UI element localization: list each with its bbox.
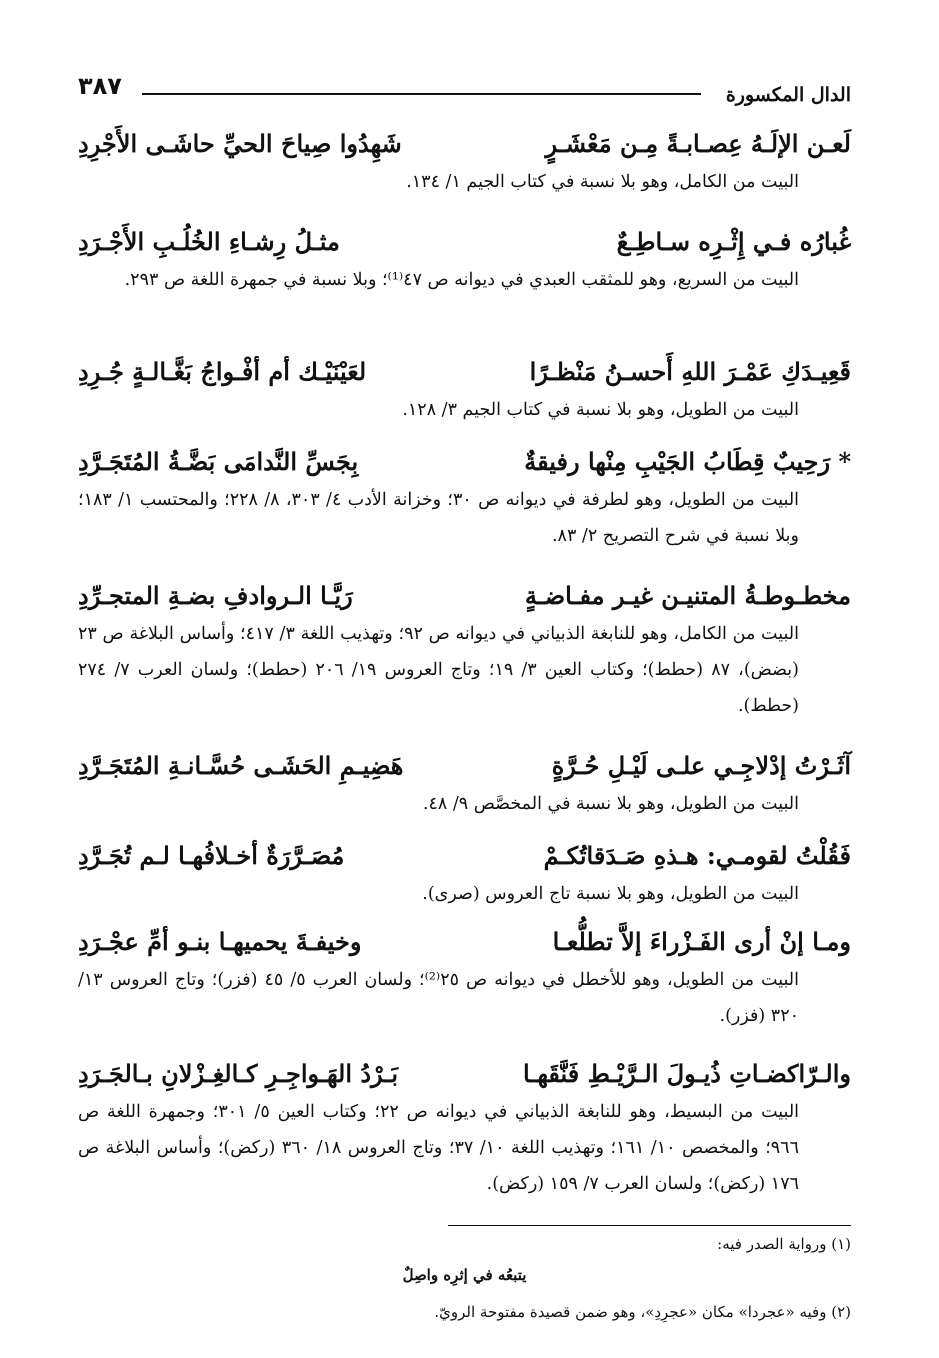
verse-second-hemistich: وخيفـةَ يحميهـا بنـو أمِّ عجْـرَدِ [78, 927, 362, 956]
verse-line [78, 922, 851, 962]
verse-first-hemistich: قَعِيـدَكِ عَمْـرَ اللهِ أَحسـنُ مَنْظـرًا [529, 357, 851, 386]
verse-second-hemistich: رَيَّـا الـروادفِ بضـةِ المتجـرِّدِ [78, 581, 353, 610]
verse-entry-7 [78, 836, 851, 912]
verse-second-hemistich: بِجَسِّ النَّدامَى بَضَّـةُ المُتَجَـرَّدِ [78, 447, 359, 476]
verse-first-hemistich: غُبارُه فـي إِثْـرِه سـاطِـعٌ [616, 227, 851, 256]
verse-line [78, 124, 851, 164]
running-title: الدال المكسورة [725, 84, 851, 106]
footnote-1-verse: يتبعُه في إثرِه واصِلٌ [402, 1266, 527, 1284]
footnote-2: (٢) وفيه «عجردا» مكان «عجرِدِ»، وهو ضمن قصيدة مفتوحة الرويّ. [434, 1303, 851, 1321]
verse-second-hemistich: بَـرْدُ الهَـواجِـرِ كـالغِـزْلانِ بـالجَـرَدِ [78, 1059, 398, 1088]
verse-source-note: البيت من الكامل، وهو للنابغة الذبياني في ديوانه ص ٩٢؛ وتهذيب اللغة ٣/ ٤١٧؛ وأساس البلاغة ص ٢٣ (بضض)، ٨٧ (حطط)؛ وكتاب العين ٣/ ١٩؛ وتاج العروس ١٩/ ٢٠٦ (حطط)؛ ولسان العرب ٧/ ٢٧٤ (حطط). [78, 624, 799, 716]
verse-source-note: البيت من الطويل، وهو للأخطل في ديوانه ص ٢٥⁽²⁾؛ ولسان العرب ٥/ ٤٥ (فزر)؛ وتاج العروس ١٣/ ٣٢٠ (فزر). [78, 970, 799, 1026]
verse-first-hemistich: * رَحِيبٌ قِطَابُ الجَيْبِ مِنْها رفيقةٌ [524, 447, 851, 476]
verse-entry-1 [78, 124, 851, 200]
footnote-rule [448, 1225, 851, 1226]
verse-first-hemistich: آثَـرْتُ إدْلاجِـي علـى لَيْـلِ حُـرَّةٍ [551, 751, 851, 780]
verse-second-hemistich: مثـلُ رِشـاءِ الخُلُـبِ الأَجْـرَدِ [78, 227, 340, 256]
header-rule [142, 93, 701, 95]
verse-source-note: البيت من الطويل، وهو بلا نسبة في المخصَّص ٩/ ٤٨. [422, 794, 799, 814]
page-number: ٣٨٧ [78, 72, 122, 100]
verse-entry-6 [78, 746, 851, 822]
footnote-1: (١) ورواية الصدر فيه: [717, 1235, 851, 1253]
verse-first-hemistich: فَقُلْتُ لقومـي: هـذهِ صَـدَقاتُكـمْ [543, 841, 851, 870]
verse-entry-5 [78, 576, 851, 724]
verse-first-hemistich: والـرّاكضـاتِ ذُيـولَ الـرَّيْـطِ فَنَّقَهـا [523, 1059, 851, 1088]
verse-line [78, 746, 851, 786]
page-header [78, 70, 851, 104]
verse-first-hemistich: مخطـوطـةُ المتنيـن غيـر مفـاضـةٍ [524, 581, 851, 610]
verse-line [78, 442, 851, 482]
verse-source-note: البيت من الكامل، وهو بلا نسبة في كتاب الجيم ١/ ١٣٤. [406, 172, 799, 192]
verse-entry-4 [78, 442, 851, 554]
verse-source-note: البيت من الطويل، وهو لطرفة في ديوانه ص ٣٠؛ وخزانة الأدب ٤/ ٣٠٣، ٨/ ٢٢٨؛ والمحتسب ١/ ١٨٣؛ وبلا نسبة في شرح التصريح ٢/ ٨٣. [78, 490, 800, 546]
verse-entry-3 [78, 352, 851, 428]
verse-line [78, 836, 851, 876]
verse-first-hemistich: ومـا إنْ أرى الفَـزْراءَ إلاَّ تطلُّعـا [552, 927, 851, 956]
verse-entry-8 [78, 922, 851, 1034]
verse-line [78, 1054, 851, 1094]
verse-line [78, 222, 851, 262]
verse-source-note: البيت من الطويل، وهو بلا نسبة تاج العروس (صرى). [422, 884, 799, 904]
verse-source-note: البيت من الطويل، وهو بلا نسبة في كتاب الجيم ٣/ ١٢٨. [402, 400, 799, 420]
verse-first-hemistich: لَعـن الإلَـهُ عِصـابـةً مِـن مَعْشَـرٍ [545, 129, 851, 158]
verse-second-hemistich: مُصَـرَّرَةٌ أخـلافُهـا لـم تُجَـرَّدِ [78, 841, 345, 870]
verse-source-note: البيت من السريع، وهو للمثقب العبدي في ديوانه ص ٤٧⁽¹⁾؛ وبلا نسبة في جمهرة اللغة ص ٢٩٣. [124, 270, 799, 290]
verse-entry-9 [78, 1054, 851, 1202]
verse-entry-2 [78, 222, 851, 298]
verse-source-note: البيت من البسيط، وهو للنابغة الذبياني في ديوانه ص ٢٢؛ وكتاب العين ٥/ ٣٠١؛ وجمهرة اللغة ص ٩٦٦؛ والمخصص ١٠/ ١٦١؛ وتهذيب اللغة ١٠/ ٣٧؛ وتاج العروس ١٨/ ٣٦٠ (ركض)؛ وأساس البلاغة ص ١٧٦ (ركض)؛ ولسان العرب ٧/ ١٥٩ (ركض). [78, 1102, 800, 1194]
verse-second-hemistich: هَضِيـمِ الحَشَـى حُسَّـانـةِ المُتَجَـرَّدِ [78, 751, 404, 780]
verse-line [78, 576, 851, 616]
verse-line [78, 352, 851, 392]
verse-second-hemistich: لعَيْنَيْـك أم أفْـواجُ بَغَّـالـةٍ جُـرِدِ [78, 357, 367, 386]
verse-second-hemistich: شَهِدُوا صِياحَ الحيِّ حاشَـى الأَجْرِدِ [78, 129, 402, 158]
